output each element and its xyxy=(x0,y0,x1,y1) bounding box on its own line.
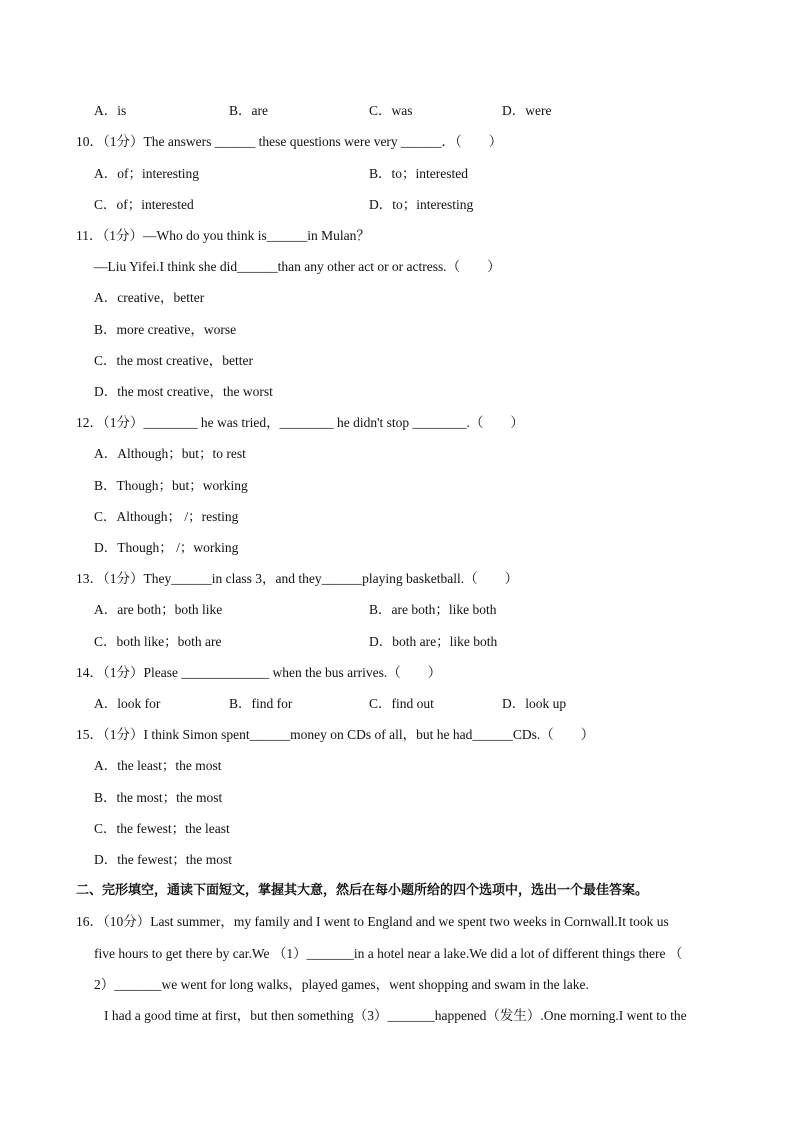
q13-option-c: C．both like；both are xyxy=(94,634,222,649)
q12-question: 12．（1分）________ he was tried，________ he didn't stop ________.（ ） xyxy=(76,415,524,430)
q16-passage-line-4: I had a good time at first，but then something（3）_______happened（发生）.One morning.I went to the xyxy=(104,1008,687,1023)
q14-option-b: B．find for xyxy=(229,696,293,711)
q12-option-c: C．Although； /；resting xyxy=(94,509,239,524)
q15-question: 15．（1分）I think Simon spent______money on CDs of all，but he had______CDs.（ ） xyxy=(76,727,595,742)
q14-option-a: A．look for xyxy=(94,696,161,711)
q13-option-b: B．are both；like both xyxy=(369,602,497,617)
q14-option-d: D．look up xyxy=(502,696,567,711)
q15-option-b: B．the most；the most xyxy=(94,790,223,805)
q11-option-c: C．the most creative，better xyxy=(94,353,253,368)
q13-option-a: A．are both；both like xyxy=(94,602,223,617)
q11-question: 11．（1分）—Who do you think is______in Mulan？ xyxy=(76,228,370,243)
q9-option-b: B．are xyxy=(229,103,268,118)
q16-passage-line-1: 16．（10分）Last summer，my family and I went to England and we spent two weeks in Cornwall.It took us xyxy=(76,914,669,929)
q12-option-b: B．Though；but；working xyxy=(94,478,248,493)
q11-option-b: B．more creative，worse xyxy=(94,322,237,337)
q15-option-c: C．the fewest；the least xyxy=(94,821,230,836)
section-heading-cloze: 二、完形填空，通读下面短文，掌握其大意，然后在每小题所给的四个选项中，选出一个最佳答案。 xyxy=(76,883,649,898)
q11-option-d: D．the most creative，the worst xyxy=(94,384,273,399)
q10-option-b: B．to；interested xyxy=(369,166,468,181)
q10-option-d: D．to；interesting xyxy=(369,197,474,212)
q13-question: 13．（1分）They______in class 3，and they______playing basketball.（ ） xyxy=(76,571,519,586)
q13-option-d: D．both are；like both xyxy=(369,634,498,649)
q10-option-a: A．of；interesting xyxy=(94,166,199,181)
q14-question: 14．（1分）Please _____________ when the bus arrives.（ ） xyxy=(76,665,442,680)
q9-option-c: C．was xyxy=(369,103,413,118)
q16-passage-line-3: 2）_______we went for long walks，played games，went shopping and swam in the lake. xyxy=(94,977,589,992)
q9-option-d: D．were xyxy=(502,103,552,118)
q10-question: 10．（1分）The answers ______ these questions were very ______．（ ） xyxy=(76,134,503,149)
q14-option-c: C．find out xyxy=(369,696,434,711)
q16-passage-line-2: five hours to get there by car.We （1）_______in a hotel near a lake.We did a lot of different things there （ xyxy=(94,946,683,961)
q11-option-a: A．creative，better xyxy=(94,290,205,305)
q15-option-d: D．the fewest；the most xyxy=(94,852,232,867)
q12-option-d: D．Though； /；working xyxy=(94,540,239,555)
q15-option-a: A．the least；the most xyxy=(94,758,222,773)
q10-option-c: C．of；interested xyxy=(94,197,194,212)
q11-question-line2: —Liu Yifei.I think she did______than any other act or or actress.（ ） xyxy=(94,259,501,274)
q12-option-a: A．Although；but；to rest xyxy=(94,446,246,461)
q9-option-a: A．is xyxy=(94,103,127,118)
